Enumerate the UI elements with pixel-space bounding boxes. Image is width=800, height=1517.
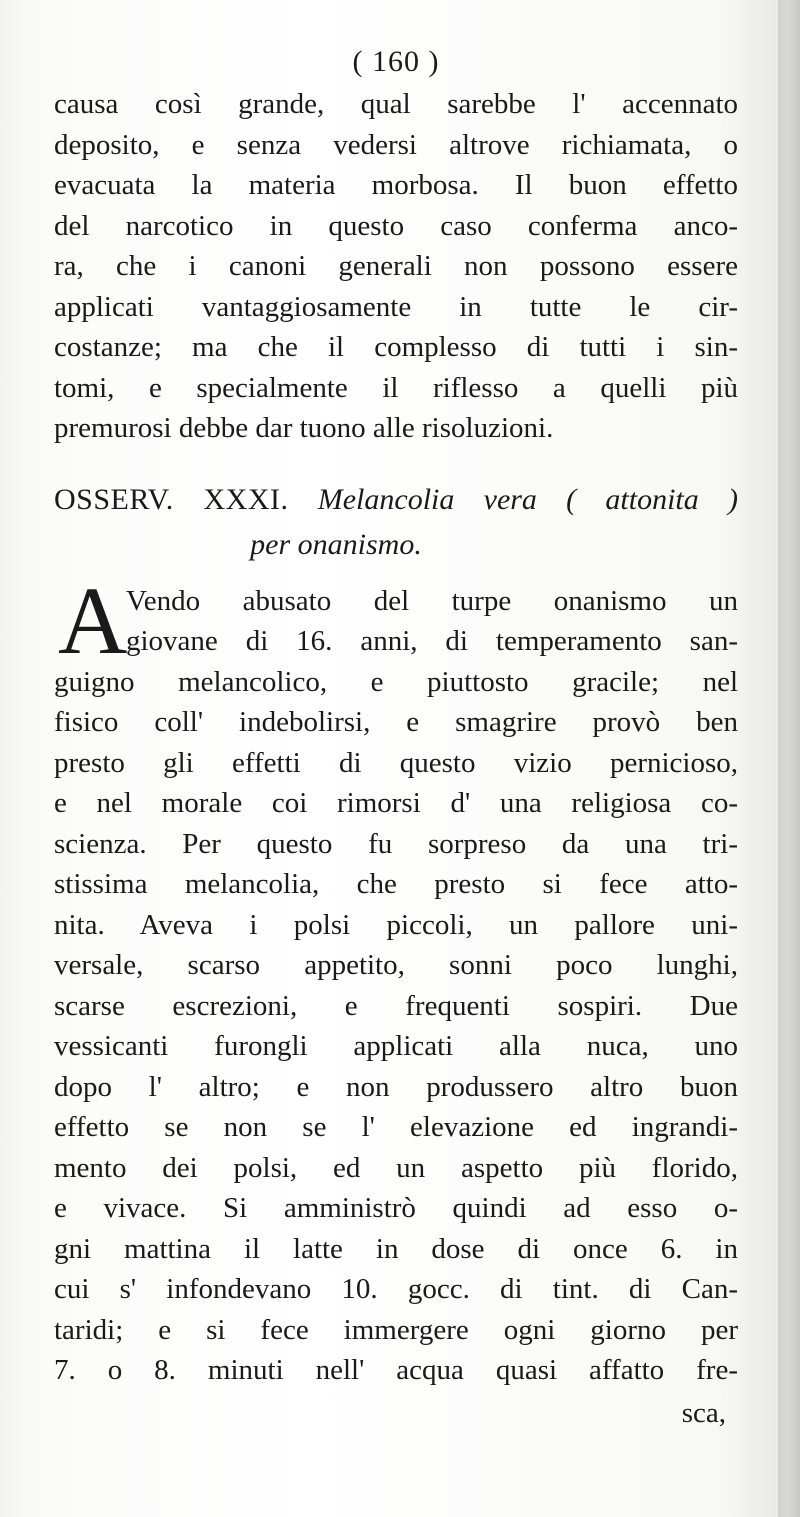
observation-title-line — [54, 477, 738, 523]
text-line: Vendo abusato del turpe onanismo un — [126, 584, 738, 617]
text-line: deposito, e senza vedersi altrove richiamata, o — [54, 128, 738, 161]
observation-title: Melancolia vera ( attonita ) — [317, 482, 738, 516]
text-line: fisico coll' indebolirsi, e smagrire provò ben — [54, 706, 738, 738]
text-line: ra, che i canoni generali non possono essere — [54, 250, 738, 282]
text-line: applicati vantaggiosamente in tutte le cir- — [54, 290, 738, 323]
text-line: nita. Aveva i polsi piccoli, un pallore uni- — [54, 908, 738, 941]
text-line: taridi; e si fece immergere ogni giorno per — [54, 1313, 738, 1346]
observation-label: OSSERV. XXXI. — [54, 482, 289, 516]
text-line: e nel morale coi rimorsi d' una religiosa co- — [54, 787, 738, 819]
text-line: effetto se non se l' elevazione ed ingrandi- — [54, 1111, 738, 1143]
text-line: cui s' infondevano 10. gocc. di tint. di Can- — [54, 1273, 738, 1305]
text-line: tomi, e specialmente il riflesso a quelli più — [54, 371, 738, 404]
catchword: sca, — [681, 1396, 726, 1429]
text-line: e vivace. Si amministrò quindi ad esso o- — [54, 1192, 738, 1224]
text-line: dopo l' altro; e non produssero altro buon — [54, 1070, 738, 1103]
observation-body — [54, 566, 738, 1433]
text-line: gni mattina il latte in dose di once 6. in — [54, 1232, 738, 1265]
text-line: scarse escrezioni, e frequenti sospiri. Due — [54, 989, 738, 1022]
text-line: giovane di 16. anni, di temperamento san- — [126, 625, 738, 657]
text-line: presto gli effetti di questo vizio pernicioso, — [54, 746, 738, 779]
paragraph-continued — [54, 84, 738, 449]
text-line: mento dei polsi, ed un aspetto più florido, — [54, 1151, 738, 1184]
text-line: scienza. Per questo fu sorpreso da una tri- — [54, 827, 738, 860]
text-line: vessicanti furongli applicati alla nuca, uno — [54, 1030, 738, 1062]
text-line: evacuata la materia morbosa. Il buon effetto — [54, 169, 738, 201]
text-line: stissima melancolia, che presto si fece atto- — [54, 868, 738, 900]
text-line: del narcotico in questo caso conferma anco- — [54, 209, 738, 242]
text-line: causa così grande, qual sarebbe l' accennato — [54, 88, 738, 120]
text-line: premurosi debbe dar tuono alle risoluzioni. — [54, 412, 554, 444]
page-content — [54, 40, 738, 1433]
drop-cap: A — [58, 566, 128, 674]
observation-subtitle: per onanismo. — [250, 527, 422, 561]
text-line: 7. o 8. minuti nell' acqua quasi affatto fre- — [54, 1354, 738, 1386]
text-line: costanze; ma che il complesso di tutti i sin- — [54, 331, 738, 363]
text-line: guigno melancolico, e piuttosto gracile; nel — [54, 665, 738, 698]
observation-heading — [54, 477, 738, 567]
text-line: versale, scarso appetito, sonni poco lunghi, — [54, 949, 738, 981]
page-gutter-edge — [778, 0, 800, 1517]
page-number: ( 160 ) — [352, 45, 440, 78]
